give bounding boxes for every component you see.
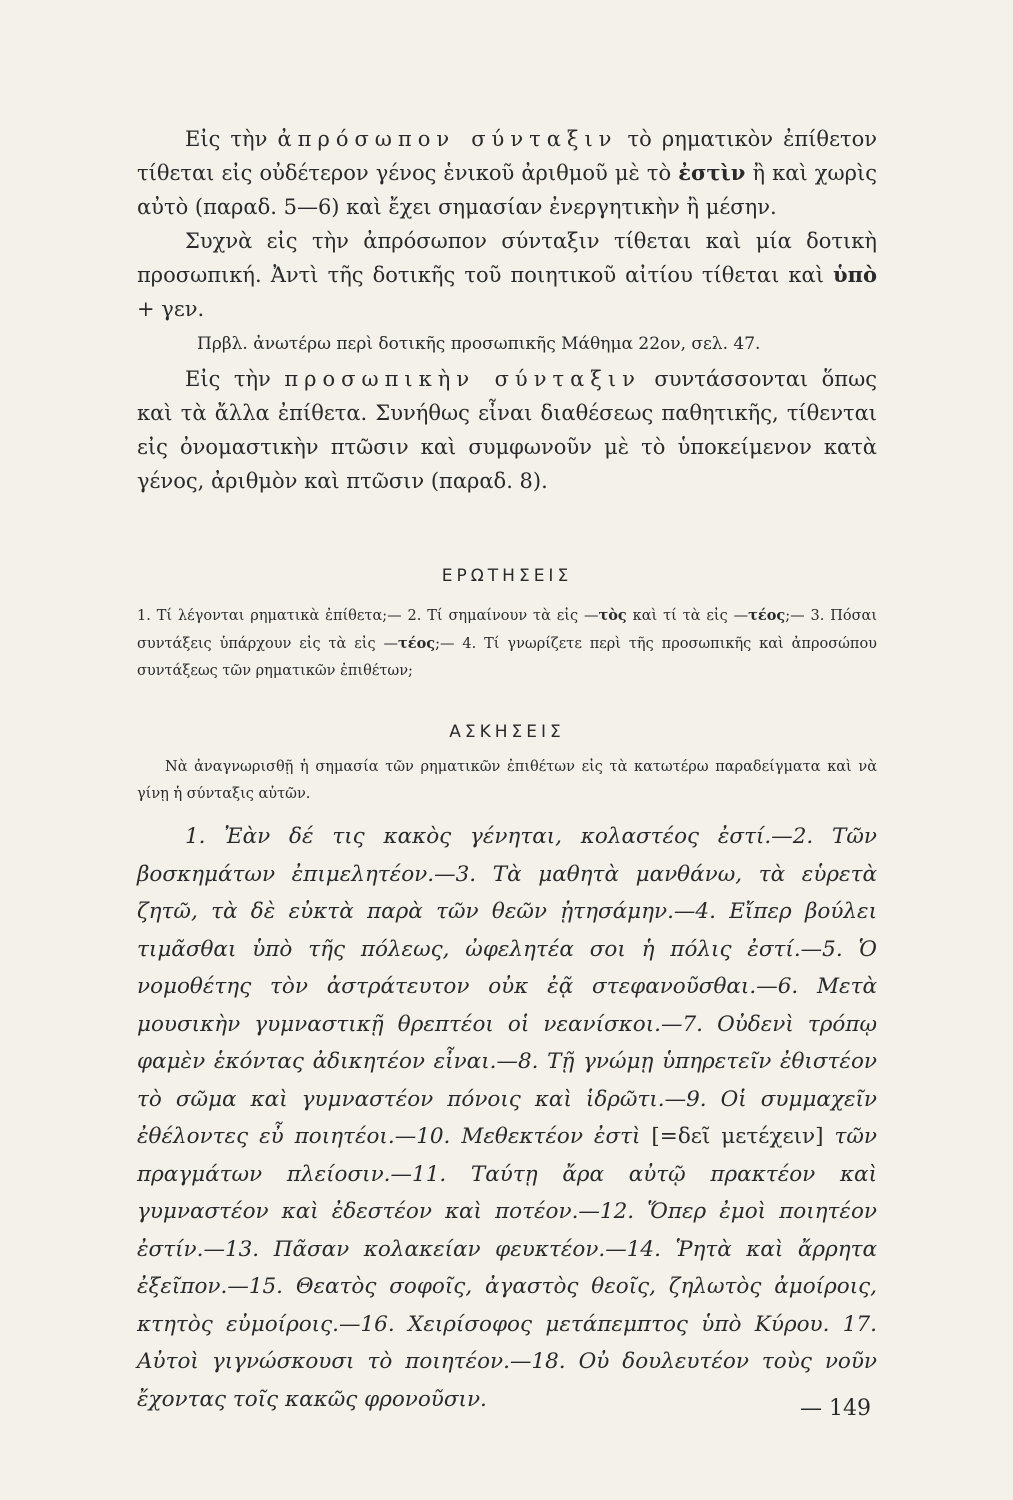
bracket-gloss: [=δεῖ μετέχειν]: [651, 1124, 824, 1149]
cross-reference-note: Πρβλ. ἀνωτέρω περὶ δοτικῆς προσωπικῆς Μάθημα 22ον, σελ. 47.: [197, 334, 761, 354]
bold-term-estin: ἐστὶν: [678, 160, 746, 185]
exercises-heading: ΑΣΚΗΣΕΙΣ: [449, 722, 565, 742]
spaced-term-impersonal: ἀπρόσωπον σύνταξιν: [277, 127, 618, 151]
bold-term-hypo: ὑπὸ: [833, 262, 877, 287]
paragraph-personal: Εἰς τὴν προσωπικὴν σύνταξιν συντάσσονται ὅπως καὶ τὰ ἄλλα ἐπίθετα. Συνήθως εἶναι διαθέσεως παθητικῆς, τίθενται εἰς ὀνομαστικὴν πτῶσιν καὶ συμφωνοῦν μὲ τὸ ὑποκείμενον κατὰ γένος, ἀριθμὸν καὶ πτῶσιν (παραδ. 8).: [137, 367, 877, 493]
paragraph-impersonal: Εἰς τὴν ἀπρόσωπον σύνταξιν τὸ ρηματικὸν ἐπίθετον τίθεται εἰς οὐδέτερον γένος ἑνικοῦ ἀριθμοῦ μὲ τὸ ἐστὶν ἢ καὶ χωρὶς αὐτὸ (παραδ. 5—6) καὶ ἔχει σημασίαν ἐνεργητικὴν ἢ μέσην.: [137, 127, 877, 219]
exercises-instruction: Νὰ ἀναγνωρισθῇ ἡ σημασία τῶν ρηματικῶν ἐπιθέτων εἰς τὰ κατωτέρω παραδείγματα καὶ νὰ γίνῃ ἡ σύνταξις αὐτῶν.: [137, 759, 877, 802]
questions-heading: ΕΡΩΤΗΣΕΙΣ: [441, 566, 573, 586]
page-number: — 149: [800, 1396, 871, 1421]
section-syntax: [137, 122, 877, 498]
section-exercises: [137, 722, 877, 1418]
section-questions: [137, 566, 877, 685]
questions-text: 1. Τί λέγονται ρηματικὰ ἐπίθετα;— 2. Τί σημαίνουν τὰ εἰς —τὸς καὶ τί τὰ εἰς —τέος;— 3. Πόσαι συντάξεις ὑπάρχουν εἰς τὰ εἰς —τέος;— 4. Τί γνωρίζετε περὶ τῆς προσωπικῆς καὶ ἀπροσώπου συντάξεως τῶν ρηματικῶν ἐπιθέτων;: [137, 607, 878, 679]
paragraph-dative: Συχνὰ εἰς τὴν ἀπρόσωπον σύνταξιν τίθεται καὶ μία δοτικὴ προσωπική. Ἀντὶ τῆς δοτικῆς τοῦ ποιητικοῦ αἰτίου τίθεται καὶ ὑπὸ + γεν.: [137, 229, 877, 321]
spaced-term-personal: προσωπικὴν σύνταξιν: [284, 367, 641, 391]
exercise-sentences: 1. Ἐὰν δέ τις κακὸς γένηται, κολαστέος ἐστί.—2. Τῶν βοσκημάτων ἐπιμελητέον.—3. Τὰ μαθητὰ μανθάνω, τὰ εὑρετὰ ζητῶ, τὰ δὲ εὐκτὰ παρὰ τῶν θεῶν ᾐτησάμην.—4. Εἴπερ βούλει τιμᾶσθαι ὑπὸ τῆς πόλεως, ὠφελητέα σοι ἡ πόλις ἐστί.—5. Ὁ νομοθέτης τὸν ἀστράτευτον οὐκ ἐᾷ στεφανοῦσθαι.—6. Μετὰ μουσικὴν γυμναστικῇ θρεπτέοι οἱ νεανίσκοι.—7. Οὐδενὶ τρόπῳ φαμὲν ἑκόντας ἀδικητέον εἶναι.—8. Τῇ γνώμῃ ὑπηρετεῖν ἐθιστέον τὸ σῶμα καὶ γυμναστέον πόνοις καὶ ἱδρῶτι.—9. Οἱ συμμαχεῖν ἐθέλοντες εὖ ποιητέοι.—10. Μεθεκτέον ἐστὶ [=δεῖ μετέχειν] τῶν πραγμάτων πλείοσιν.—11. Ταύτῃ ἄρα αὐτῷ πρακτέον καὶ γυμναστέον καὶ ἐδεστέον καὶ ποτέον.—12. Ὅπερ ἐμοὶ ποιητέον ἐστίν.—13. Πᾶσαν κολακείαν φευκτέον.—14. Ῥητὰ καὶ ἄρρητα ἐξεῖπον.—15. Θεατὸς σοφοῖς, ἀγαστὸς θεοῖς, ζηλωτὸς ἀμοίροις, κτητὸς εὐμοίροις.—16. Χειρίσοφος μετάπεμπτος ὑπὸ Κύρου. 17. Αὐτοὶ γιγνώσκουσι τὸ ποιητέον.—18. Οὐ δουλευτέον τοὺς νοῦν ἔχοντας τοῖς κακῶς φρονοῦσιν.: [137, 824, 877, 1412]
